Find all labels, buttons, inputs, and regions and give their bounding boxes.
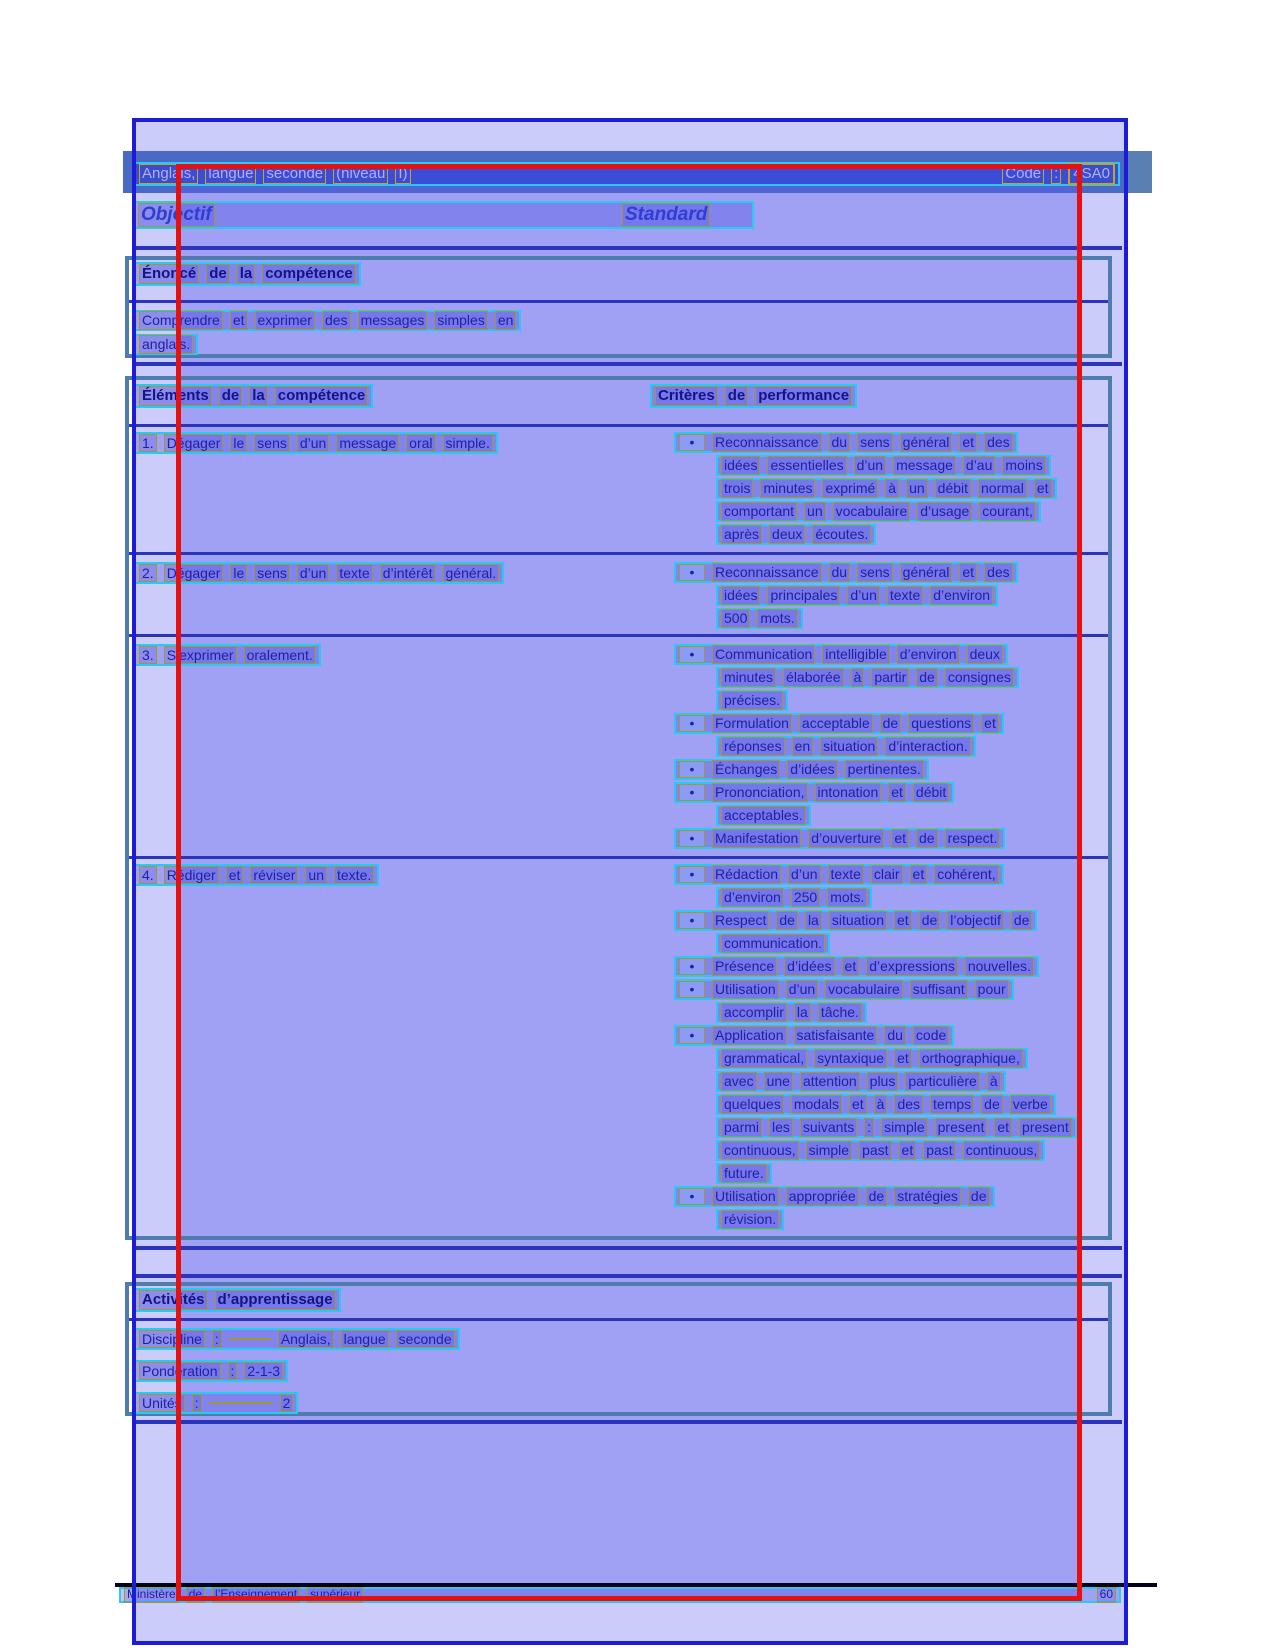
word-box: grammatical, <box>721 1049 807 1067</box>
word-box: et <box>994 1118 1012 1136</box>
word-box: un <box>804 502 826 520</box>
word-box: d’un <box>297 564 329 582</box>
criterion-line <box>674 432 1018 453</box>
enonce-title <box>134 262 361 286</box>
code-value-box: 4SA0 <box>1068 163 1115 184</box>
word-box: Reconnaissance <box>712 433 822 451</box>
criterion-line <box>674 1025 954 1046</box>
bullet-icon: • <box>679 434 705 451</box>
word-box: et <box>888 783 906 801</box>
criterion-line <box>716 1048 1028 1069</box>
word-box: nouvelles. <box>965 957 1034 975</box>
word-box: plus <box>867 1072 899 1090</box>
word-box: oral <box>406 434 435 452</box>
word-box: Application <box>712 1026 787 1044</box>
word-box: Ministère <box>124 1587 179 1603</box>
word-box: et <box>959 563 977 581</box>
word-box: d’ouverture <box>808 829 884 847</box>
word-box: consignes <box>945 668 1014 686</box>
word-box: Rédaction <box>712 865 781 883</box>
activites-title <box>134 1288 341 1312</box>
word-box: sens <box>857 563 893 581</box>
word-box: oralement. <box>244 646 316 664</box>
word-box: suffisant <box>910 980 968 998</box>
word-box: moins <box>1002 456 1045 474</box>
word-box: la <box>237 264 256 283</box>
word-box: de <box>1011 911 1033 929</box>
word-box: cohérent, <box>934 865 998 883</box>
criterion-line <box>674 956 1039 977</box>
header-title-line <box>134 162 1120 186</box>
word-box: Énoncé <box>139 264 199 283</box>
word-box: révision. <box>721 1210 779 1228</box>
section-divider-line <box>134 246 1122 250</box>
word-box: simple <box>806 1141 852 1159</box>
word-box: d’un <box>854 456 886 474</box>
word-box: communication. <box>721 934 825 952</box>
word-box: : <box>864 1118 874 1136</box>
word-box: sens <box>254 434 290 452</box>
word-box: situation <box>829 911 887 929</box>
word-box: particulière <box>905 1072 979 1090</box>
word-box: texte. <box>334 866 374 884</box>
word-box: essentielles <box>767 456 846 474</box>
word-box: orthographique, <box>919 1049 1023 1067</box>
word-box: la <box>794 1003 811 1021</box>
word-box: trois <box>721 479 753 497</box>
objectif-label: Objectif <box>138 203 215 227</box>
word-box: (niveau <box>333 164 388 183</box>
word-box: tâche. <box>818 1003 862 1021</box>
element-item-line <box>134 432 498 454</box>
word-box: l’objectif <box>947 911 1004 929</box>
word-box: messages <box>358 311 428 329</box>
word-box: à <box>987 1072 1001 1090</box>
word-box: 1. <box>139 434 157 452</box>
criterion-line <box>716 667 1019 688</box>
word-box: avec <box>721 1072 757 1090</box>
word-box: minutes <box>721 668 776 686</box>
word-box: compétence <box>262 264 356 283</box>
word-box: Pondération <box>139 1362 221 1380</box>
word-box: message <box>893 456 956 474</box>
word-box: et <box>891 829 909 847</box>
word-box: I) <box>395 164 410 183</box>
word-box: principales <box>767 586 840 604</box>
word-box: les <box>769 1118 793 1136</box>
criterion-line <box>716 1094 1056 1115</box>
word-box: past <box>859 1141 891 1159</box>
word-box: Communication <box>712 645 815 663</box>
criterion-line <box>716 1002 867 1023</box>
word-box: performance <box>755 386 852 405</box>
word-box: quelques <box>721 1095 784 1113</box>
word-box: un <box>906 479 928 497</box>
section-divider-line <box>134 1420 1122 1424</box>
word-box: texte <box>887 586 923 604</box>
criterion-line <box>716 1209 784 1230</box>
enonce-body-line <box>134 334 198 355</box>
word-box: de <box>725 386 749 405</box>
word-box: écoutes. <box>812 525 871 543</box>
filler-box <box>209 1402 273 1404</box>
word-box: stratégies <box>894 1187 961 1205</box>
bullet-icon: • <box>679 912 705 929</box>
word-box: Anglais, <box>278 1330 334 1348</box>
word-box: seconde <box>263 164 326 183</box>
word-box: 2-1-3 <box>244 1362 283 1380</box>
header-title <box>139 164 411 183</box>
word-box: parmi <box>721 1118 762 1136</box>
word-box: et <box>842 957 860 975</box>
criteres-header <box>650 384 857 408</box>
word-box: à <box>874 1095 888 1113</box>
word-box: Présence <box>712 957 777 975</box>
word-box: sens <box>857 433 893 451</box>
word-box: d’expressions <box>866 957 958 975</box>
word-box: Reconnaissance <box>712 563 822 581</box>
word-box: du <box>829 563 851 581</box>
word-box: d’intérêt <box>380 564 436 582</box>
word-box: 500 <box>721 609 750 627</box>
word-box: de <box>981 1095 1003 1113</box>
word-box: des <box>894 1095 923 1113</box>
word-box: verbe <box>1010 1095 1051 1113</box>
word-box: d’idées <box>784 957 834 975</box>
word-box: la <box>249 386 268 405</box>
word-box: de <box>186 1587 205 1603</box>
word-box: débit <box>913 783 949 801</box>
word-box: comportant <box>721 502 797 520</box>
word-box: satisfaisante <box>794 1026 878 1044</box>
criterion-line <box>716 887 872 908</box>
word-box: Rédiger <box>164 866 219 884</box>
criterion-line <box>716 1140 1045 1161</box>
word-box: vocabulaire <box>825 980 903 998</box>
word-box: de <box>219 386 243 405</box>
word-box: Code <box>1002 164 1044 183</box>
word-box: d’environ <box>897 645 960 663</box>
word-box: Formulation <box>712 714 792 732</box>
word-box: simple. <box>443 434 493 452</box>
word-box: d’un <box>297 434 329 452</box>
word-box: à <box>885 479 899 497</box>
word-box: Activités <box>139 1290 208 1309</box>
activites-row <box>134 1360 288 1382</box>
word-box: appropriée <box>786 1187 859 1205</box>
section-divider-line <box>134 1246 1122 1250</box>
filler-box <box>229 1338 271 1340</box>
word-box: d’usage <box>917 502 972 520</box>
word-box: past <box>923 1141 955 1159</box>
criterion-line <box>716 1163 772 1184</box>
section-divider-line <box>134 1274 1122 1278</box>
word-box: l’Enseignement <box>212 1587 300 1603</box>
word-box: attention <box>800 1072 860 1090</box>
word-box: général <box>900 433 953 451</box>
word-box: de <box>206 264 230 283</box>
criterion-line <box>674 828 1005 849</box>
word-box: idées <box>721 456 760 474</box>
word-box: Éléments <box>139 386 212 405</box>
page-number-box: 60 <box>1097 1587 1116 1603</box>
word-box: continuous, <box>963 1141 1041 1159</box>
criterion-line <box>716 1117 1077 1138</box>
subheader-line <box>134 201 754 229</box>
word-box: respect. <box>945 829 1001 847</box>
word-box: idées <box>721 586 760 604</box>
word-box: accomplir <box>721 1003 787 1021</box>
word-box: la <box>805 911 822 929</box>
word-box: et <box>959 433 977 451</box>
word-box: d’apprentissage <box>215 1290 336 1309</box>
footer-text <box>124 1587 363 1603</box>
word-box: seconde <box>396 1330 455 1348</box>
word-box: continuous, <box>721 1141 799 1159</box>
word-box: texte <box>828 865 864 883</box>
element-item-line <box>134 644 321 666</box>
section-divider-line <box>134 362 1122 366</box>
word-box: : <box>1051 164 1061 183</box>
word-box: et <box>894 911 912 929</box>
bullet-icon: • <box>679 761 705 778</box>
bullet-icon: • <box>679 958 705 975</box>
criterion-line <box>674 562 1018 583</box>
word-box: en <box>792 737 814 755</box>
word-box: et <box>849 1095 867 1113</box>
word-box: S’exprimer <box>164 646 237 664</box>
criterion-line <box>716 608 803 629</box>
bullet-icon: • <box>679 784 705 801</box>
word-box: réviser <box>250 866 298 884</box>
word-box: 3. <box>139 646 157 664</box>
standard-label: Standard <box>622 203 710 227</box>
criterion-line <box>716 690 788 711</box>
word-box: de <box>919 911 941 929</box>
bullet-icon: • <box>679 564 705 581</box>
word-box: exprimer <box>255 311 315 329</box>
bullet-icon: • <box>679 1027 705 1044</box>
word-box: un <box>305 866 327 884</box>
activites-row <box>134 1392 298 1414</box>
word-box: syntaxique <box>814 1049 887 1067</box>
criterion-line <box>716 736 976 757</box>
word-box: Discipline <box>139 1330 205 1348</box>
word-box: mots. <box>827 888 867 906</box>
word-box: modals <box>791 1095 842 1113</box>
criterion-line <box>716 585 998 606</box>
word-box: questions <box>908 714 974 732</box>
word-box: Respect <box>712 911 769 929</box>
word-box: d’environ <box>930 586 993 604</box>
word-box: Dégager <box>164 564 224 582</box>
word-box: des <box>322 311 351 329</box>
word-box: Utilisation <box>712 980 779 998</box>
criterion-line <box>674 782 954 803</box>
header-band-cap <box>1124 151 1152 193</box>
row-divider-1 <box>129 552 1108 555</box>
word-box: 2 <box>280 1394 294 1412</box>
word-box: present <box>935 1118 988 1136</box>
word-box: des <box>984 433 1013 451</box>
bullet-icon: • <box>679 866 705 883</box>
word-box: future. <box>721 1164 767 1182</box>
criterion-line <box>716 933 830 954</box>
word-box: général. <box>443 564 500 582</box>
word-box: précises. <box>721 691 783 709</box>
bullet-icon: • <box>679 981 705 998</box>
word-box: temps <box>930 1095 974 1113</box>
word-box: langue <box>205 164 256 183</box>
word-box: : <box>228 1362 238 1380</box>
word-box: intonation <box>815 783 882 801</box>
word-box: réponses <box>721 737 785 755</box>
word-box: Critères <box>655 386 718 405</box>
word-box: et <box>230 311 248 329</box>
word-box: d’un <box>788 865 820 883</box>
word-box: général <box>900 563 953 581</box>
word-box: deux <box>967 645 1003 663</box>
word-box: d’un <box>847 586 879 604</box>
word-box: des <box>984 563 1013 581</box>
word-box: simple <box>881 1118 927 1136</box>
word-box: present <box>1019 1118 1072 1136</box>
word-box: courant, <box>979 502 1036 520</box>
bullet-icon: • <box>679 1188 705 1205</box>
word-box: 2. <box>139 564 157 582</box>
footer-line <box>119 1587 1121 1603</box>
bullet-icon: • <box>679 646 705 663</box>
header-code <box>1002 163 1115 184</box>
word-box: exprimé <box>822 479 878 497</box>
word-box: code <box>913 1026 949 1044</box>
word-box: suivants <box>800 1118 857 1136</box>
word-box: pour <box>975 980 1009 998</box>
word-box: : <box>192 1394 202 1412</box>
word-box: Prononciation, <box>712 783 808 801</box>
enonce-row-divider <box>129 300 1108 303</box>
word-box: de <box>866 1187 888 1205</box>
word-box: d’environ <box>721 888 784 906</box>
word-box: acceptable <box>799 714 873 732</box>
word-box: langue <box>341 1330 389 1348</box>
word-box: message <box>336 434 399 452</box>
activites-row <box>134 1328 460 1350</box>
word-box: pertinentes. <box>845 760 924 778</box>
word-box: et <box>226 866 244 884</box>
criterion-line <box>674 979 1014 1000</box>
row-divider-3 <box>129 856 1108 859</box>
word-box: et <box>1034 479 1052 497</box>
word-box: simples <box>434 311 487 329</box>
word-box: de <box>916 829 938 847</box>
word-box: Comprendre <box>139 311 223 329</box>
word-box: normal <box>978 479 1027 497</box>
word-box: anglais. <box>139 335 193 353</box>
word-box: débit <box>935 479 971 497</box>
word-box: Échanges <box>712 760 780 778</box>
word-box: de <box>916 668 938 686</box>
word-box: de <box>880 714 902 732</box>
word-box: texte <box>336 564 372 582</box>
element-item-line <box>134 562 504 584</box>
word-box: et <box>981 714 999 732</box>
word-box: 250 <box>791 888 820 906</box>
word-box: et <box>910 865 928 883</box>
criterion-line <box>674 1186 995 1207</box>
word-box: d’idées <box>787 760 837 778</box>
criterion-line <box>674 910 1037 931</box>
enonce-body-line <box>134 310 521 331</box>
word-box: de <box>968 1187 990 1205</box>
criterion-line <box>716 805 811 826</box>
word-box: situation <box>820 737 878 755</box>
activites-header-divider <box>129 1318 1108 1321</box>
word-box: d’au <box>963 456 995 474</box>
bullet-icon: • <box>679 715 705 732</box>
row-divider-2 <box>129 634 1108 637</box>
word-box: mots. <box>757 609 797 627</box>
word-box: Dégager <box>164 434 224 452</box>
criterion-line <box>674 759 929 780</box>
word-box: intelligible <box>822 645 889 663</box>
word-box: partir <box>871 668 909 686</box>
word-box: élaborée <box>783 668 844 686</box>
word-box: et <box>899 1141 917 1159</box>
word-box: Manifestation <box>712 829 801 847</box>
word-box: vocabulaire <box>833 502 911 520</box>
word-box: Utilisation <box>712 1187 779 1205</box>
word-box: minutes <box>760 479 815 497</box>
word-box: Unités <box>139 1394 185 1412</box>
word-box: acceptables. <box>721 806 806 824</box>
word-box: et <box>894 1049 912 1067</box>
word-box: à <box>851 668 865 686</box>
word-box: le <box>230 434 247 452</box>
element-item-line <box>134 864 379 886</box>
word-box: après <box>721 525 762 543</box>
word-box: du <box>829 433 851 451</box>
word-box: deux <box>769 525 805 543</box>
criterion-line <box>716 524 876 545</box>
criterion-line <box>674 644 1008 665</box>
word-box: en <box>495 311 517 329</box>
word-box: du <box>884 1026 906 1044</box>
elements-header-divider <box>129 424 1108 427</box>
word-box: : <box>212 1330 222 1348</box>
criterion-line <box>716 1071 1006 1092</box>
word-box: 4. <box>139 866 157 884</box>
word-box: une <box>764 1072 793 1090</box>
word-box: le <box>230 564 247 582</box>
criterion-line <box>674 713 1004 734</box>
bullet-icon: • <box>679 830 705 847</box>
word-box: de <box>776 911 798 929</box>
criterion-line <box>716 455 1051 476</box>
word-box: d’un <box>786 980 818 998</box>
criterion-line <box>716 478 1057 499</box>
word-box: compétence <box>275 386 369 405</box>
word-box: supérieur <box>307 1587 363 1603</box>
criterion-line <box>716 501 1041 522</box>
word-box: Anglais, <box>139 164 198 183</box>
word-box: sens <box>254 564 290 582</box>
criterion-line <box>674 864 1004 885</box>
word-box: d’interaction. <box>885 737 970 755</box>
elements-header <box>134 384 373 408</box>
word-box: clair <box>871 865 903 883</box>
